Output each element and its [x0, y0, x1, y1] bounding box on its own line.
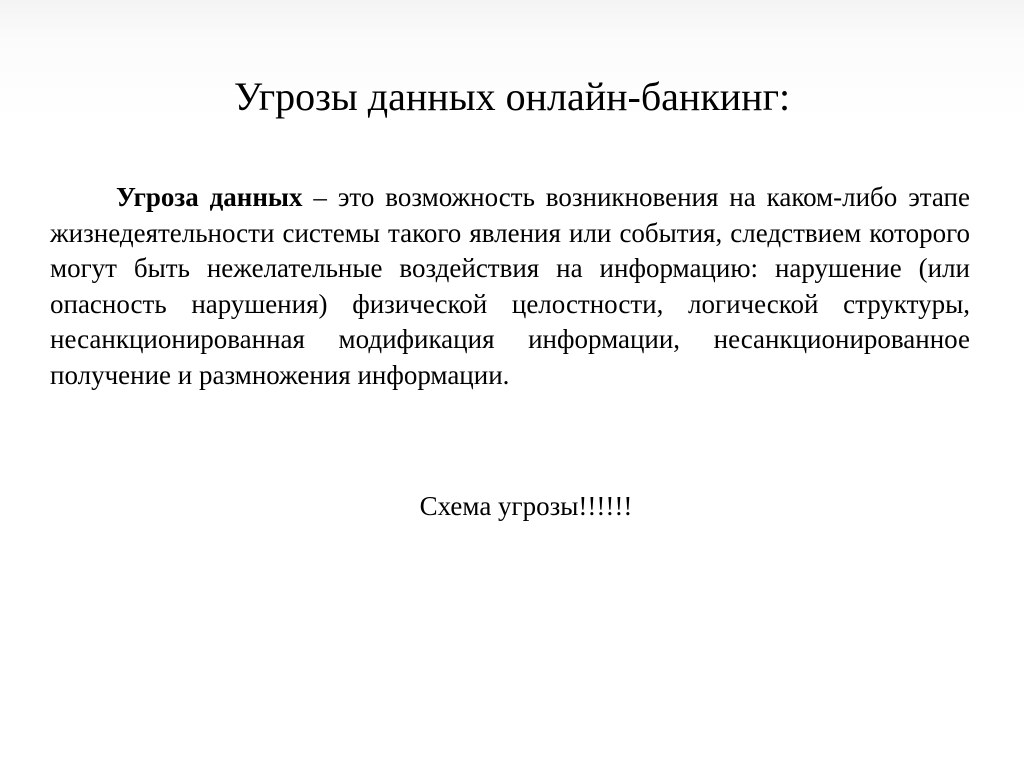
definition-paragraph — [50, 180, 970, 393]
slide-title: Угрозы данных онлайн-банкинг: — [233, 74, 791, 119]
definition-term: Угроза данных — [116, 182, 303, 212]
definition-text: – это возможность возникновения на каком-либо этапе жизнедеятельности системы такого явления или события, следствием которого могут быть нежелательные воздействия на информацию: нарушение (или опасность нарушения) физической целостности, логической структуры, несанкционированная модификация информации, несанкционированное получение и размножения информации. — [50, 182, 970, 390]
threat-scheme-caption: Схема угрозы!!!!!! — [419, 491, 633, 521]
